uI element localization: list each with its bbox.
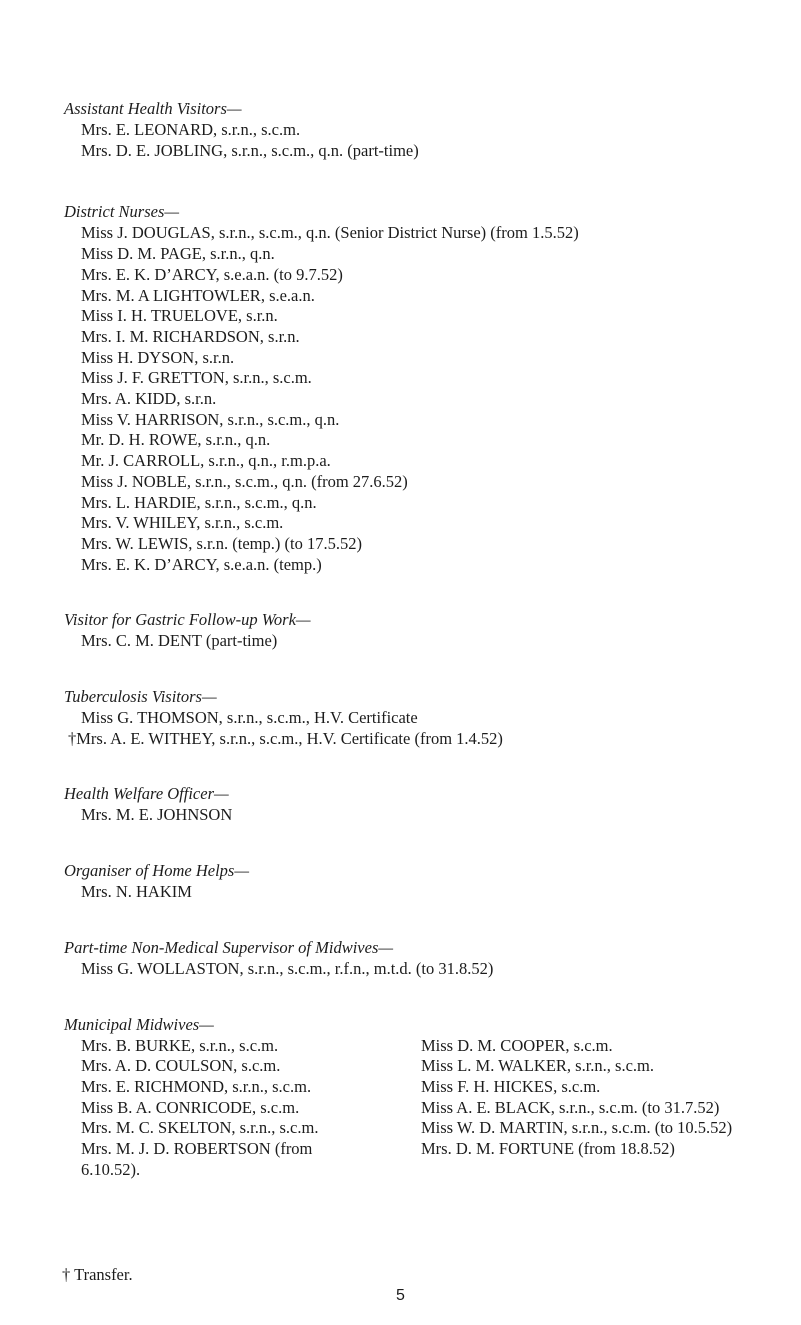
- section-heading: Health Welfare Officer—: [64, 784, 229, 804]
- list-item: Mrs. E. K. D’ARCY, s.e.a.n. (temp.): [81, 554, 322, 574]
- list-item: Mrs. A. KIDD, s.r.n.: [81, 389, 217, 409]
- staff-list: [64, 98, 764, 1207]
- list-item: Mrs. M. C. SKELTON, s.r.n., s.c.m.: [81, 1118, 319, 1138]
- section-heading: Municipal Midwives—: [64, 1014, 214, 1034]
- list-item: Miss J. F. GRETTON, s.r.n., s.c.m.: [81, 368, 312, 388]
- list-item: Mrs. M. E. JOHNSON: [81, 805, 233, 825]
- list-item: Miss I. H. TRUELOVE, s.r.n.: [81, 306, 278, 326]
- list-item: Mrs. M. J. D. ROBERTSON (from 6.10.52).: [81, 1139, 313, 1179]
- list-item: Miss D. M. COOPER, s.c.m.: [421, 1035, 613, 1055]
- section-heading: Tuberculosis Visitors—: [64, 687, 217, 707]
- section-assistant-health-visitors: [64, 98, 764, 161]
- list-item: Miss G. THOMSON, s.r.n., s.c.m., H.V. Certificate: [81, 708, 418, 728]
- section-heading: Visitor for Gastric Follow-up Work—: [64, 610, 311, 630]
- page-number: 5: [396, 1287, 405, 1304]
- section-heading: Part-time Non-Medical Supervisor of Midwives—: [64, 937, 394, 957]
- section-gastric-visitor: [64, 609, 764, 652]
- list-item: Mrs. B. BURKE, s.r.n., s.c.m.: [81, 1035, 279, 1055]
- list-item: †Mrs. A. E. WITHEY, s.r.n., s.c.m., H.V. Certificate (from 1.4.52): [68, 728, 503, 748]
- list-item: Miss J. NOBLE, s.r.n., s.c.m., q.n. (from 27.6.52): [81, 471, 408, 491]
- section-health-welfare-officer: [64, 783, 764, 826]
- list-item: Mrs. E. RICHMOND, s.r.n., s.c.m.: [81, 1076, 312, 1096]
- list-item: Miss J. DOUGLAS, s.r.n., s.c.m., q.n. (Senior District Nurse) (from 1.5.52): [81, 223, 579, 243]
- list-item: Mrs. N. HAKIM: [81, 882, 192, 902]
- section-home-helps-organiser: [64, 860, 764, 903]
- footnote: † Transfer.: [62, 1265, 133, 1284]
- list-item: Miss W. D. MARTIN, s.r.n., s.c.m. (to 10.5.52): [421, 1118, 733, 1138]
- section-municipal-midwives: [64, 1014, 764, 1181]
- list-item: Miss L. M. WALKER, s.r.n., s.c.m.: [421, 1056, 654, 1076]
- list-item: Mr. D. H. ROWE, s.r.n., q.n.: [81, 430, 271, 450]
- list-item: Mrs. D. E. JOBLING, s.r.n., s.c.m., q.n. (part-time): [81, 140, 419, 160]
- list-item: Miss D. M. PAGE, s.r.n., q.n.: [81, 244, 275, 264]
- midwives-left-column: [64, 1036, 407, 1181]
- list-item: Miss V. HARRISON, s.r.n., s.c.m., q.n.: [81, 409, 340, 429]
- list-item: Mrs. C. M. DENT (part-time): [81, 631, 278, 651]
- list-item: Miss B. A. CONRICODE, s.c.m.: [81, 1097, 300, 1117]
- list-item: Mrs. D. M. FORTUNE (from 18.8.52): [421, 1139, 675, 1159]
- list-item: Mrs. V. WHILEY, s.r.n., s.c.m.: [81, 513, 284, 533]
- list-item: Mrs. L. HARDIE, s.r.n., s.c.m., q.n.: [81, 492, 317, 512]
- list-item: Miss H. DYSON, s.r.n.: [81, 347, 235, 367]
- list-item: Miss G. WOLLASTON, s.r.n., s.c.m., r.f.n., m.t.d. (to 31.8.52): [81, 958, 494, 978]
- section-heading: Assistant Health Visitors—: [64, 99, 242, 118]
- list-item: Mrs. W. LEWIS, s.r.n. (temp.) (to 17.5.52): [81, 533, 362, 553]
- midwives-columns: [64, 1036, 764, 1181]
- section-tuberculosis-visitors: [64, 686, 764, 749]
- list-item: Mrs. I. M. RICHARDSON, s.r.n.: [81, 326, 300, 346]
- list-item: Mrs. E. K. D’ARCY, s.e.a.n. (to 9.7.52): [81, 264, 343, 284]
- list-item: Mrs. E. LEONARD, s.r.n., s.c.m.: [81, 120, 301, 139]
- list-item: Mr. J. CARROLL, s.r.n., q.n., r.m.p.a.: [81, 451, 331, 471]
- list-item: Mrs. M. A LIGHTOWLER, s.e.a.n.: [81, 285, 315, 305]
- midwives-right-column: [407, 1036, 764, 1181]
- section-midwives-supervisor: [64, 937, 764, 980]
- section-district-nurses: [64, 201, 764, 575]
- section-heading: District Nurses—: [64, 202, 180, 222]
- list-item: Miss A. E. BLACK, s.r.n., s.c.m. (to 31.7.52): [421, 1097, 720, 1117]
- list-item: Mrs. A. D. COULSON, s.c.m.: [81, 1056, 281, 1076]
- section-heading: Organiser of Home Helps—: [64, 861, 250, 881]
- list-item: Miss F. H. HICKES, s.c.m.: [421, 1076, 601, 1096]
